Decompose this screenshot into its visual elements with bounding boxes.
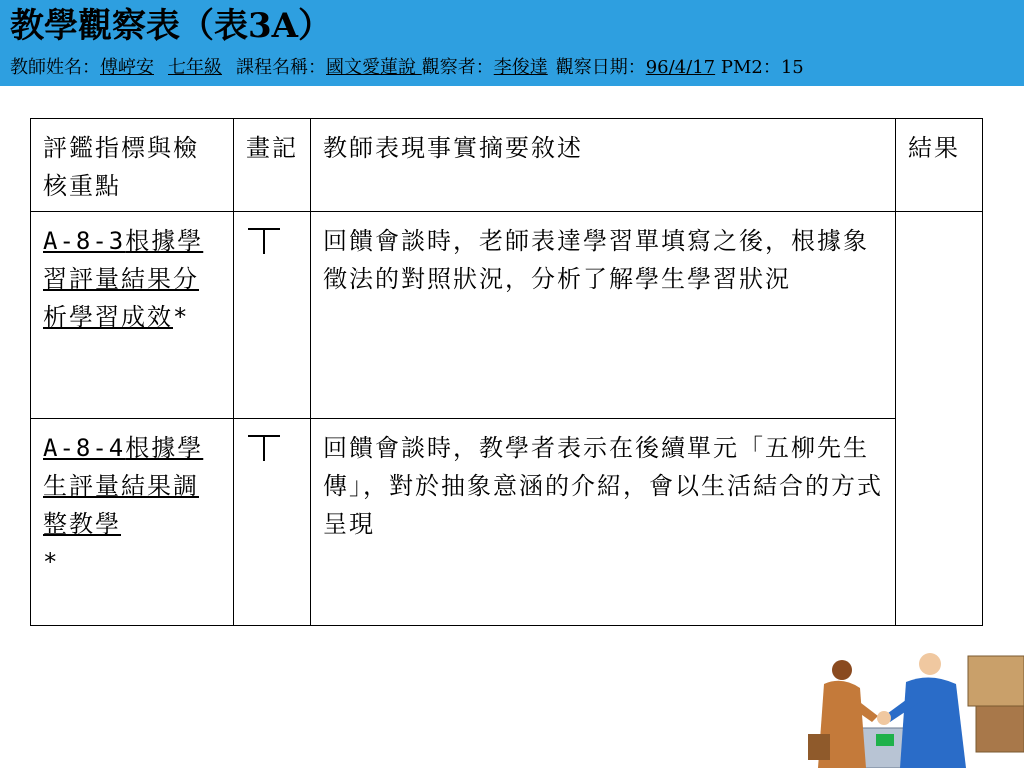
date-label: 觀察日期： [555,57,646,78]
indicator-code: A-8-4 [43,434,126,462]
result-cell [896,212,983,626]
grade: 七年級 [168,57,222,78]
mark-cell [234,419,311,626]
header-indicator: 評鑑指標與檢核重點 [31,119,234,212]
page-title: 教學觀察表（表3A） [10,6,333,46]
observation-table [30,118,983,626]
handshake-business-illustration [780,650,1024,768]
table-row [31,419,983,626]
tally-t-icon [246,433,282,463]
observer-name: 李俊達 [493,57,548,78]
header-banner [0,0,1024,86]
indicator-suffix: * [43,548,60,576]
summary-cell: 回饋會談時，老師表達學習單填寫之後，根據象徵法的對照狀況，分析了解學生學習狀況 [311,212,896,419]
indicator-text: 根據學習評量結果分析學習成效 [43,227,204,331]
header-mark: 畫記 [234,119,311,212]
header-summary: 教師表現事實摘要敘述 [311,119,896,212]
indicator-code: A-8-3 [43,227,126,255]
teacher-label: 教師姓名： [10,57,100,78]
summary-cell: 回饋會談時，教學者表示在後續單元「五柳先生傳」，對於抽象意涵的介紹，會以生活結合的方式呈現 [311,419,896,626]
observer-label: 觀察者： [421,57,494,78]
indicator-cell [31,212,234,419]
date-value: 96/4/17 [645,57,716,78]
tally-t-icon [246,226,282,256]
teacher-name: 傅嵉安 [100,57,154,78]
course-label: 課程名稱： [236,57,326,78]
indicator-text: 根據學生評量結果調整教學 [43,434,204,538]
course-name: 國文愛蓮說 [326,57,422,78]
table-row [31,212,983,419]
mark-cell [234,212,311,419]
observation-info [10,56,804,80]
indicator-suffix: * [173,303,190,331]
time-value: PM2：15 [720,57,804,78]
table-header-row [31,119,983,212]
indicator-cell [31,419,234,626]
header-result: 結果 [896,119,983,212]
